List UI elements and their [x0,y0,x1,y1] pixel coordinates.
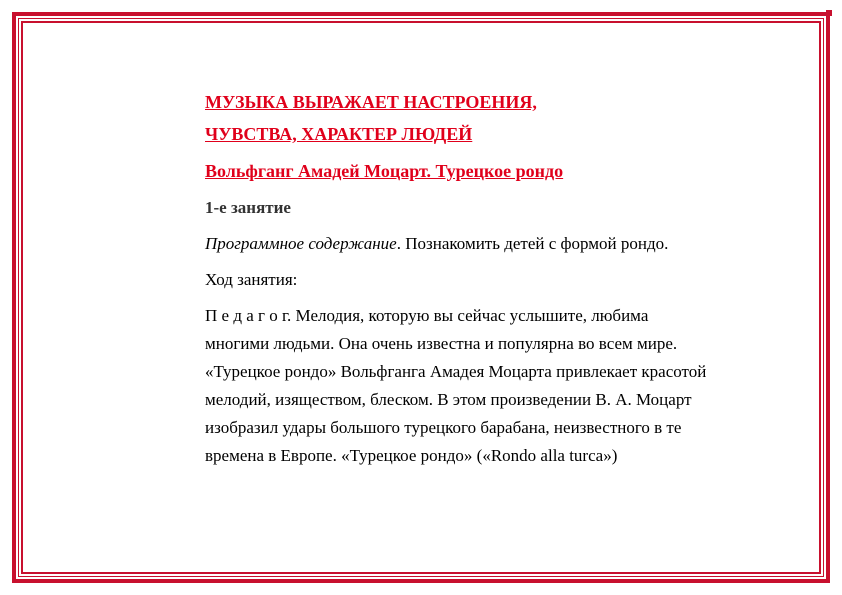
course-label: Ход занятия: [205,270,298,289]
program-text: . Познакомить детей с формой рондо. [396,234,669,253]
document-subtitle: Вольфганг Амадей Моцарт. Турецкое рондо [205,161,564,181]
title-line-2: ЧУВСТВА, ХАРАКТЕР ЛЮДЕЙ [205,124,473,144]
title-line-1: МУЗЫКА ВЫРАЖАЕТ НАСТРОЕНИЯ, [205,92,537,112]
speaker-label: П е д а г о г. [205,306,292,325]
speech-paragraph [205,302,715,470]
document-title [205,86,715,150]
speech-text: Мелодия, которую вы сейчас услышите, любима многими людьми. Она очень известна и популярна во всем мире. «Турецкое рондо» Вольфганга Амадея Моцарта привлекает красотой мелодий, изяществом, блеском. В этом произведении В. А. Моцарт изобразил удары большого турецкого барабана, неизвестного в те времена в Европе. «Турецкое рондо» («Rondo alla turca») [205,306,707,465]
lesson-number: 1-е занятие [205,198,291,217]
program-label: Программное содержание [205,234,397,253]
document-body [205,86,715,470]
program-paragraph [205,230,715,258]
corner-mark [826,10,832,16]
